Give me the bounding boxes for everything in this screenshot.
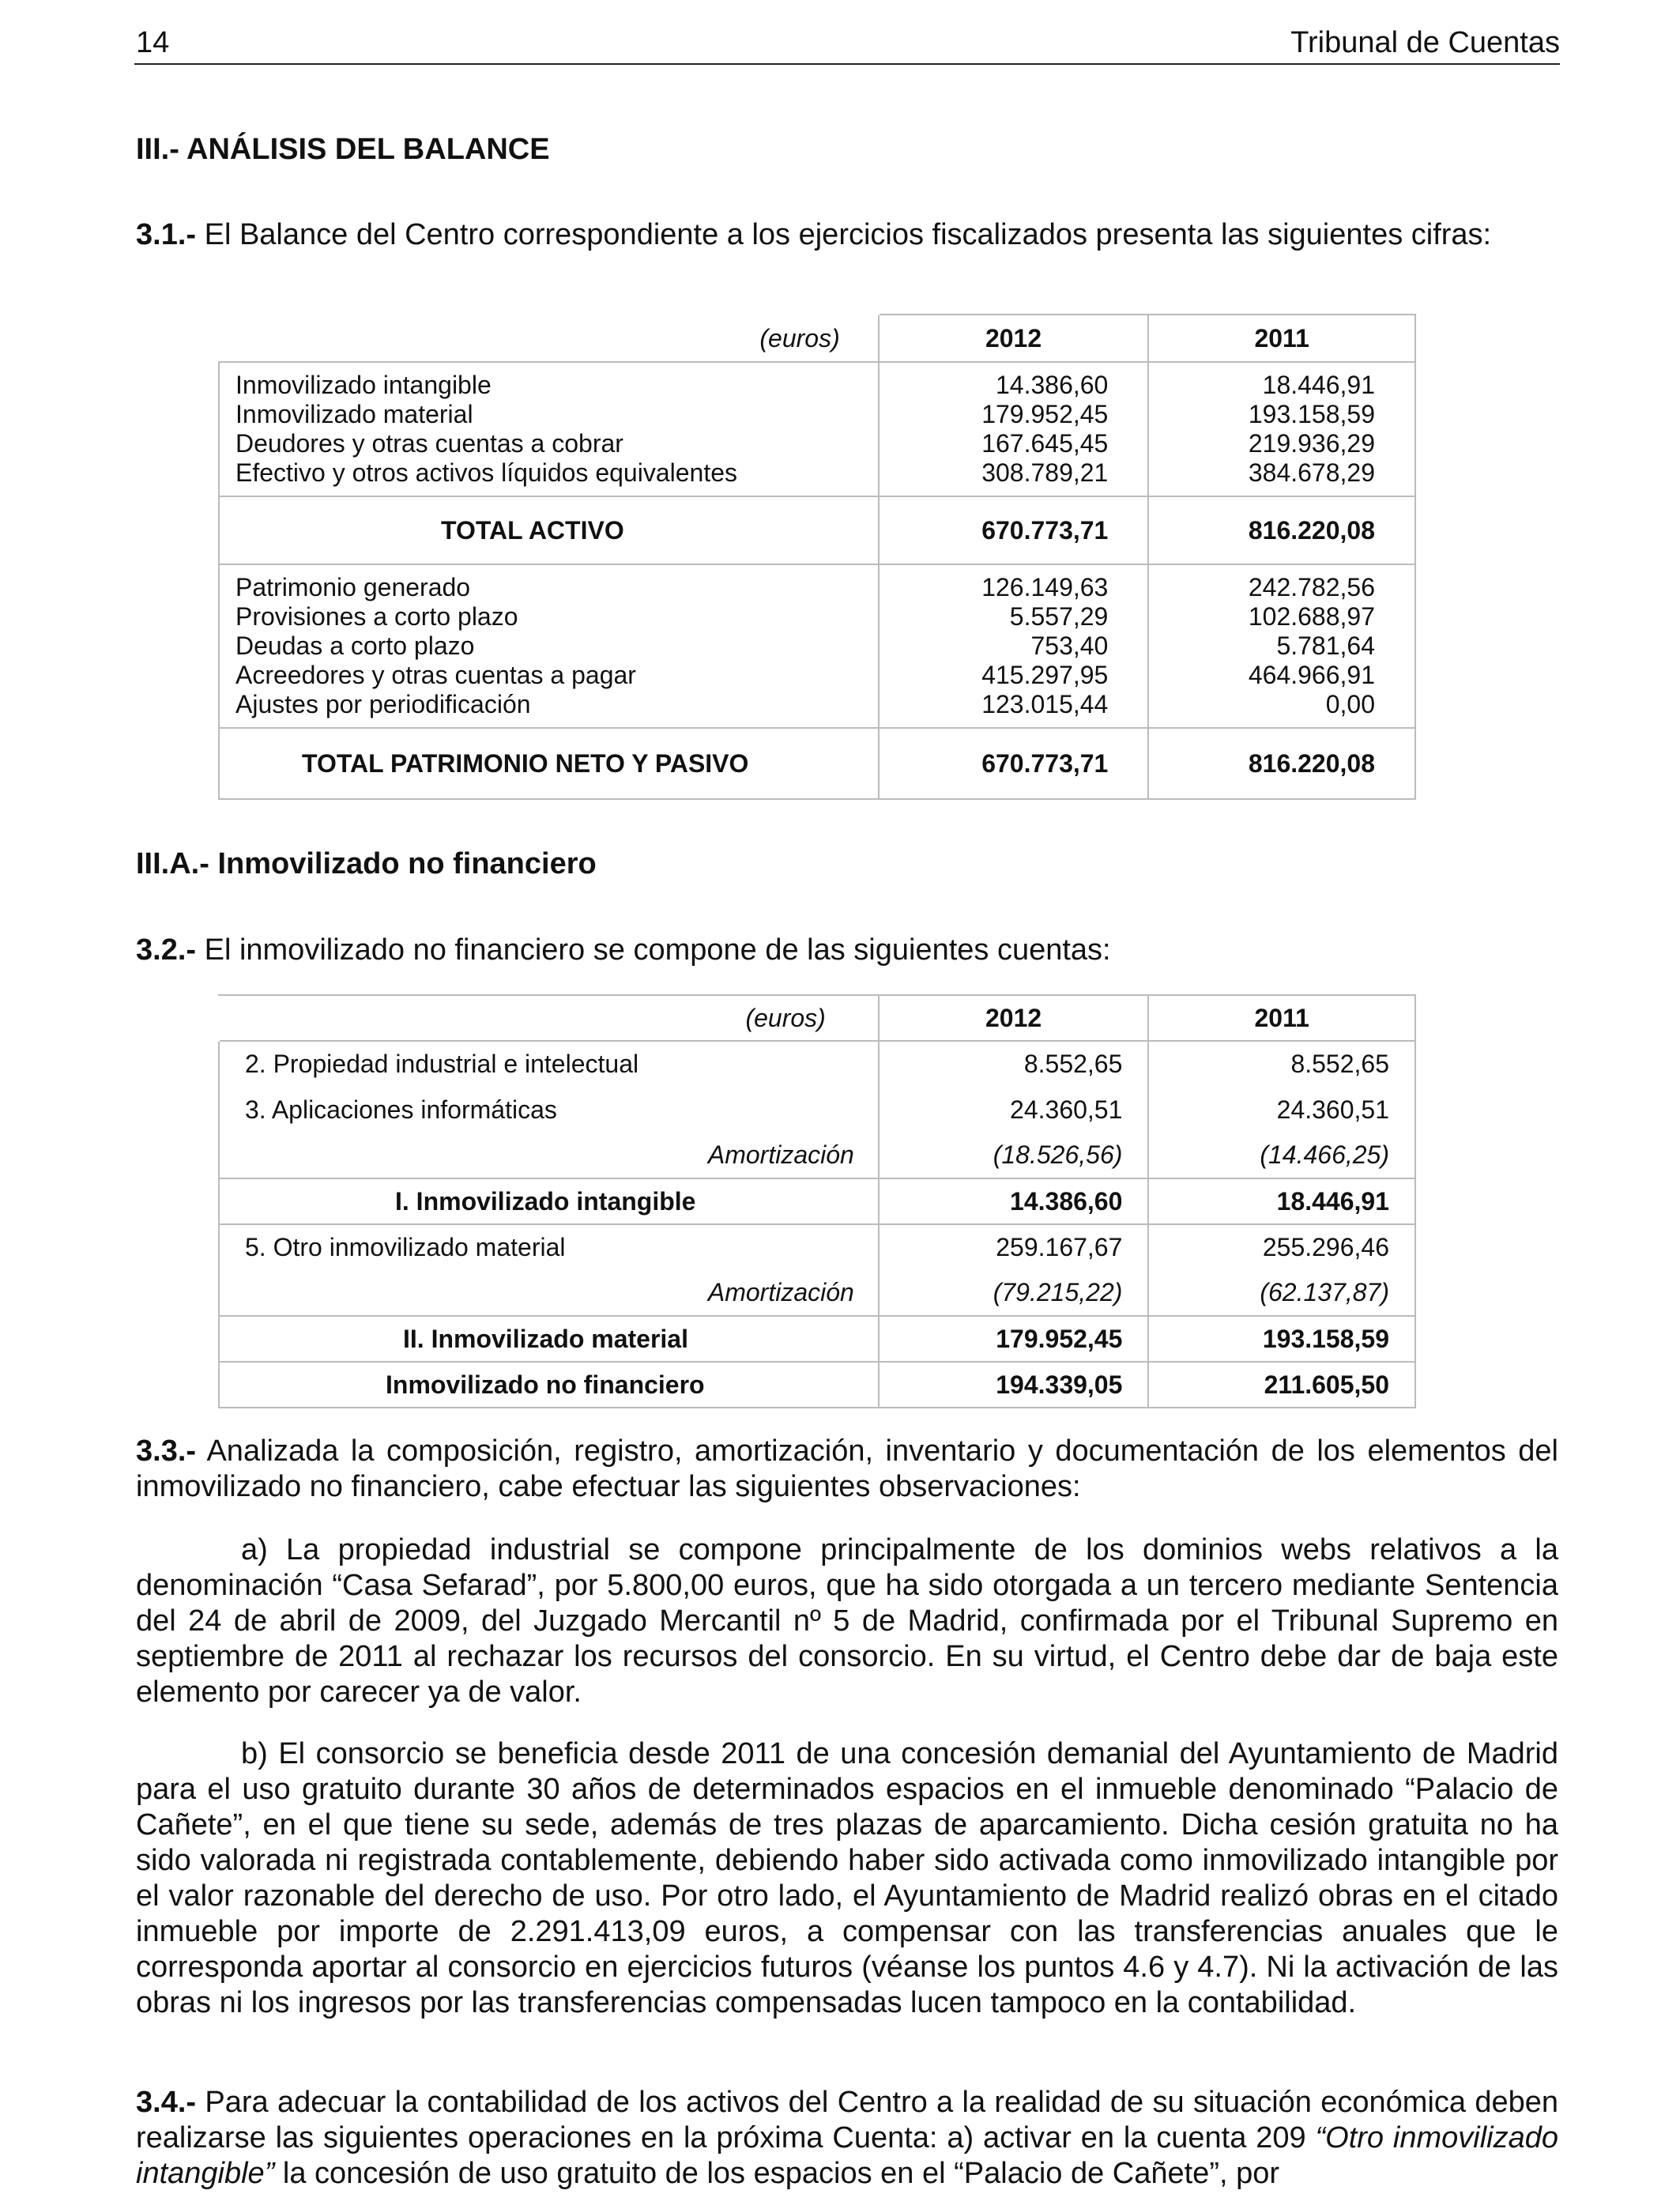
table-cell: 219.936,29 <box>1248 429 1375 458</box>
account-name: “Otro inmovilizado intangible” <box>136 2121 1558 2190</box>
table-row-label: I. Inmovilizado intangible <box>219 1178 879 1224</box>
table-cell: 167.645,45 <box>981 429 1109 458</box>
page-header <box>134 22 1560 65</box>
column-2011: 2011 <box>1148 995 1415 1041</box>
table-cell: 753,40 <box>1030 631 1109 660</box>
column-2011: 2011 <box>1148 315 1415 362</box>
paragraph-a: a) La propiedad industrial se compone principalmente de los dominios webs relativos a la denominación “Casa Sefarad”, por 5.800,00 euros, que ha sido otorgada a un tercero mediante Sentencia del 24 de abril de 2009, del Juzgado Mercantil nº 5 de Madrid, confirmada por el Tribunal Supremo en septiembre de 2011 al rechazar los recursos del consorcio. En su virtud, el Centro debe dar de baja este elemento por carecer ya de valor. <box>136 1533 1558 1709</box>
subsection-title: III.A.- Inmovilizado no financiero <box>136 847 597 880</box>
total-activo-row <box>219 496 1415 564</box>
table-cell: 415.297,95 <box>981 661 1109 689</box>
table-cell: 259.167,67 <box>879 1224 1149 1270</box>
table-cell: 5.557,29 <box>1009 602 1109 631</box>
total-pasivo-label: TOTAL PATRIMONIO NETO Y PASIVO <box>219 728 879 799</box>
total-row <box>219 1362 1415 1408</box>
paragraph-text-cont: la concesión de uso gratuito de los espacios en el “Palacio de Cañete”, por <box>274 2157 1280 2190</box>
table-cell: 18.446,91 <box>1148 1178 1415 1224</box>
table-row-label: Inmovilizado intangible <box>235 371 492 399</box>
balance-table <box>218 314 1416 800</box>
activo-values-2012 <box>879 362 1149 496</box>
table-row-label: Provisiones a corto plazo <box>235 602 518 631</box>
table-cell: 242.782,56 <box>1248 573 1375 601</box>
table-row-label: Deudas a corto plazo <box>235 631 475 660</box>
paragraph-3-1 <box>136 217 1558 253</box>
paragraph-3-3 <box>136 1434 1558 1505</box>
inmovilizado-table <box>218 994 1416 1408</box>
paragraph-3-2 <box>136 933 1558 968</box>
activo-labels <box>219 362 879 496</box>
table-cell: 8.552,65 <box>1148 1041 1415 1087</box>
table-row-label: 5. Otro inmovilizado material <box>219 1224 879 1270</box>
paragraph-b: b) El consorcio se beneficia desde 2011 de una concesión demanial del Ayuntamiento de Madrid para el uso gratuito durante 30 años de determinados espacios en el inmueble denominado “Palacio de Cañete”, en el que tiene su sede, además de tres plazas de aparcamiento. Dicha cesión gratuita no ha sido valorada ni registrada contablemente, debiendo haber sido activada como inmovilizado intangible por el valor razonable del derecho de uso. Por otro lado, el Ayuntamiento de Madrid realizó obras en el citado inmueble por importe de 2.291.413,09 euros, a compensar con las transferencias anuales que le corresponda aportar al consorcio en ejercicios futuros (véanse los puntos 4.6 y 4.7). Ni la activación de las obras ni los ingresos por las transferencias compensadas lucen tampoco en la contabilidad. <box>136 1737 1558 2019</box>
table-row-label: Inmovilizado no financiero <box>219 1362 879 1408</box>
activo-group <box>219 362 1415 496</box>
paragraph-3-4 <box>136 2085 1558 2192</box>
paragraph-text: El Balance del Centro correspondiente a los ejercicios fiscalizados presenta las siguientes cifras: <box>196 218 1492 251</box>
table-cell: 0,00 <box>1325 690 1375 718</box>
column-2012: 2012 <box>879 315 1149 362</box>
table-cell: 126.149,63 <box>981 573 1109 601</box>
total-activo-label: TOTAL ACTIVO <box>219 496 879 564</box>
table-cell: (62.137,87) <box>1148 1270 1415 1316</box>
unit-label: (euros) <box>219 995 879 1041</box>
table-cell: 24.360,51 <box>879 1087 1149 1133</box>
table-cell: 102.688,97 <box>1248 602 1375 631</box>
table-cell: 18.446,91 <box>1262 371 1375 399</box>
table-row <box>219 1133 1415 1178</box>
table-cell: 123.015,44 <box>981 690 1109 718</box>
table-cell: 5.781,64 <box>1276 631 1375 660</box>
table-cell: 255.296,46 <box>1148 1224 1415 1270</box>
table-cell: 193.158,59 <box>1248 400 1375 428</box>
paragraph-number: 3.3.- <box>136 1434 197 1468</box>
header-title: Tribunal de Cuentas <box>1290 26 1560 59</box>
table-row <box>219 1041 1415 1087</box>
table-cell: (79.215,22) <box>879 1270 1149 1316</box>
paragraph-number: 3.1.- <box>136 218 197 251</box>
table-cell: 464.966,91 <box>1248 661 1375 689</box>
table-row <box>219 1270 1415 1316</box>
table-cell: 384.678,29 <box>1248 458 1375 487</box>
table-cell: 194.339,05 <box>879 1362 1149 1408</box>
pasivo-values-2012 <box>879 564 1149 728</box>
pasivo-group <box>219 564 1415 728</box>
table-row-label: Acreedores y otras cuentas a pagar <box>235 661 636 689</box>
table-header-row <box>219 995 1415 1041</box>
table-header-row <box>219 315 1415 362</box>
table-row <box>219 1087 1415 1133</box>
total-pasivo-2012: 670.773,71 <box>879 728 1149 799</box>
table-row-label: Ajustes por periodificación <box>235 690 531 718</box>
table-cell: (18.526,56) <box>879 1133 1149 1178</box>
table-cell: 24.360,51 <box>1148 1087 1415 1133</box>
table-cell: 193.158,59 <box>1148 1316 1415 1362</box>
table-row <box>219 1224 1415 1270</box>
table-row-label: 3. Aplicaciones informáticas <box>219 1087 879 1133</box>
total-activo-2012: 670.773,71 <box>879 496 1149 564</box>
table-row-label: Efectivo y otros activos líquidos equivalentes <box>235 458 737 487</box>
pasivo-values-2011 <box>1148 564 1415 728</box>
table-row-label: 2. Propiedad industrial e intelectual <box>219 1041 879 1087</box>
table-row-label: II. Inmovilizado material <box>219 1316 879 1362</box>
total-pasivo-2011: 816.220,08 <box>1148 728 1415 799</box>
subtotal-row <box>219 1316 1415 1362</box>
table-cell: 179.952,45 <box>879 1316 1149 1362</box>
table-cell: 308.789,21 <box>981 458 1109 487</box>
unit-label: (euros) <box>759 323 840 352</box>
page-number: 14 <box>136 26 170 59</box>
table-cell: 179.952,45 <box>981 400 1109 428</box>
paragraph-number: 3.2.- <box>136 933 197 967</box>
paragraph-number: 3.4.- <box>136 2086 197 2119</box>
activo-values-2011 <box>1148 362 1415 496</box>
table-row-label: Inmovilizado material <box>235 400 473 428</box>
table-row-label: Amortización <box>219 1133 879 1178</box>
column-2012: 2012 <box>879 995 1149 1041</box>
paragraph-text: Analizada la composición, registro, amortización, inventario y documentación de los elementos del inmovilizado no financiero, cabe efectuar las siguientes observaciones: <box>136 1434 1558 1503</box>
table-row-label: Patrimonio generado <box>235 573 471 601</box>
table-cell: (14.466,25) <box>1148 1133 1415 1178</box>
table-cell: 14.386,60 <box>995 371 1109 399</box>
table-cell: 211.605,50 <box>1148 1362 1415 1408</box>
table-cell: 14.386,60 <box>879 1178 1149 1224</box>
subtotal-row <box>219 1178 1415 1224</box>
total-pasivo-row <box>219 728 1415 799</box>
paragraph-text: El inmovilizado no financiero se compone de las siguientes cuentas: <box>196 933 1111 967</box>
table-row-label: Amortización <box>219 1270 879 1316</box>
table-cell: 8.552,65 <box>879 1041 1149 1087</box>
paragraph-text: Para adecuar la contabilidad de los activos del Centro a la realidad de su situación económica deben realizarse las siguientes operaciones en la próxima Cuenta: a) activar en la cuenta 209 <box>136 2086 1558 2154</box>
total-activo-2011: 816.220,08 <box>1148 496 1415 564</box>
pasivo-labels <box>219 564 879 728</box>
table-row-label: Deudores y otras cuentas a cobrar <box>235 429 623 458</box>
section-title: III.- ANÁLISIS DEL BALANCE <box>136 133 550 166</box>
